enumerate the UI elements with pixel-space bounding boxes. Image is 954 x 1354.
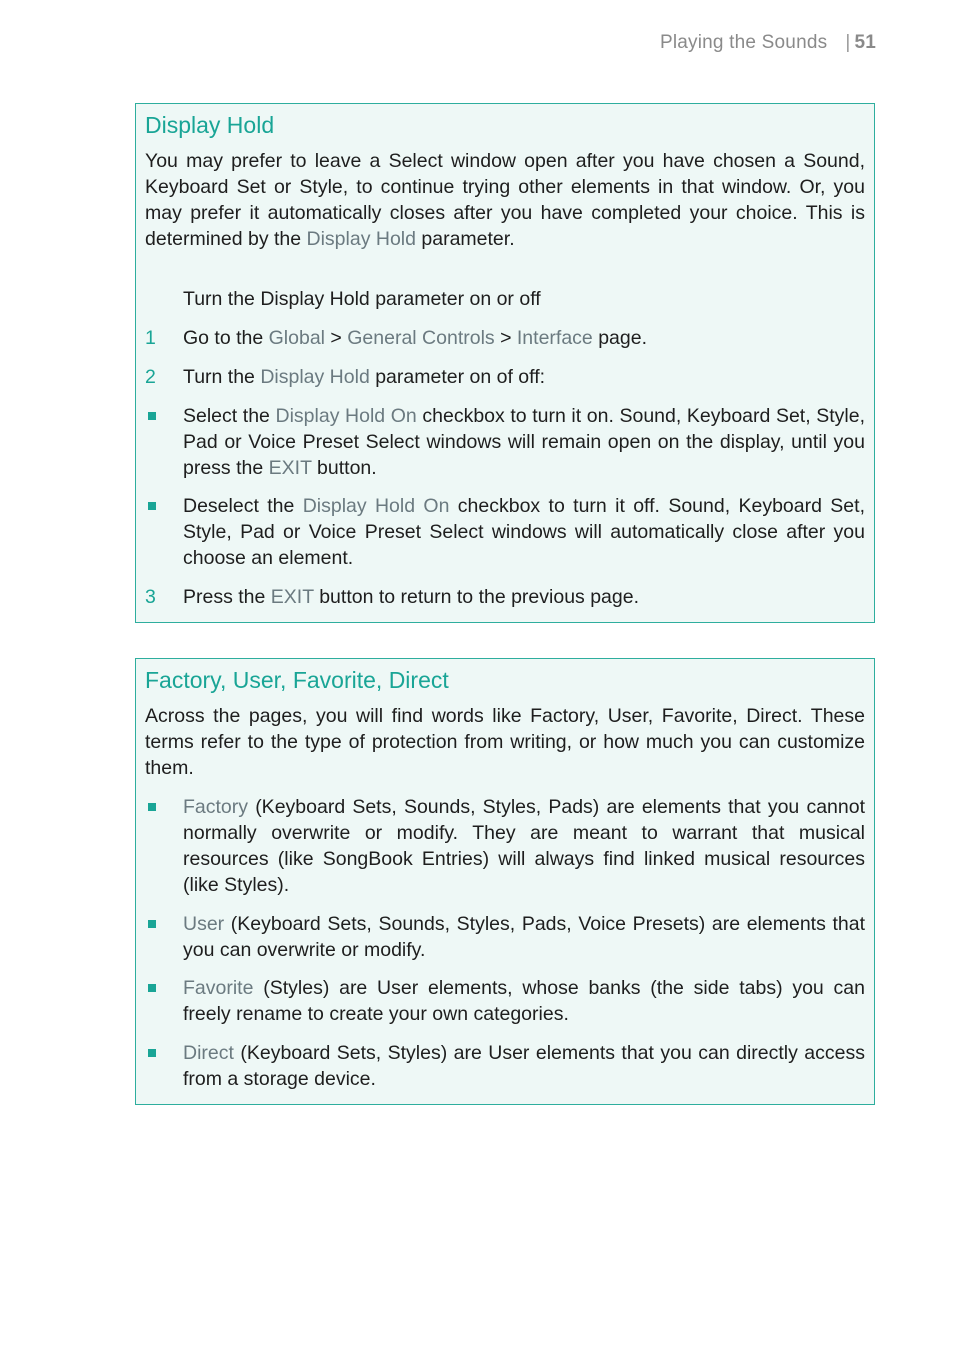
display-hold-title: Display Hold — [145, 112, 275, 138]
step-number: 1 — [145, 327, 156, 349]
param-display-hold-on: Display Hold On — [275, 405, 417, 427]
bullet-square-icon — [148, 1049, 156, 1057]
step-number: 2 — [145, 366, 156, 388]
display-hold-box — [135, 103, 875, 623]
page-number: 51 — [854, 32, 876, 53]
running-head — [660, 32, 876, 54]
bullet-display-hold-off: Deselect the Display Hold On checkbox to turn it off. Sound, Keyboard Set, Style, Pad or Voice Preset Select windows will automatically close after you choose an element. — [145, 493, 865, 571]
param-interface: Interface — [516, 327, 593, 349]
display-hold-intro: You may prefer to leave a Select window open after you have chosen a Sound, Keyboard Set or Style, to continue trying other elements in that window. Or, you may prefer it automatically closes after you have completed your choice. This is determined by the Display Hold parameter. — [145, 150, 865, 250]
separator: | — [845, 32, 851, 53]
step-2: 2 Turn the Display Hold parameter on of off: — [145, 366, 546, 388]
param-display-hold: Display Hold — [260, 366, 370, 388]
term-direct: Direct — [183, 1042, 234, 1064]
term-factory: Factory — [183, 796, 249, 818]
term-user: User — [183, 913, 225, 935]
procedure-title: Turn the Display Hold parameter on or off — [183, 288, 541, 310]
factory-intro: Across the pages, you will find words like Factory, User, Favorite, Direct. These terms refer to the type of protection from writing, or how much you can customize them. — [145, 705, 865, 779]
factory-user-box — [135, 658, 875, 1105]
bullet-direct: Direct (Keyboard Sets, Styles) are User elements that you can directly access from a storage device. — [145, 1040, 865, 1092]
param-display-hold-on: Display Hold On — [302, 495, 450, 517]
param-general-controls: General Controls — [347, 327, 495, 349]
bullet-square-icon — [148, 412, 156, 420]
step-number: 3 — [145, 586, 156, 608]
term-favorite: Favorite — [183, 977, 254, 999]
bullet-user: User (Keyboard Sets, Sounds, Styles, Pads, Voice Presets) are elements that you can overwrite or modify. — [145, 911, 865, 963]
factory-user-title: Factory, User, Favorite, Direct — [145, 667, 449, 693]
bullet-square-icon — [148, 502, 156, 510]
param-exit: EXIT — [270, 586, 314, 608]
bullet-display-hold-on: Select the Display Hold On checkbox to turn it on. Sound, Keyboard Set, Style, Pad or Voice Preset Select windows will remain open on the display, until you press the EXIT button. — [145, 403, 865, 481]
param-exit: EXIT — [268, 457, 312, 479]
bullet-square-icon — [148, 920, 156, 928]
param-display-hold: Display Hold — [306, 228, 416, 250]
section-title: Playing the Sounds — [659, 32, 828, 53]
step-3: 3 Press the EXIT button to return to the previous page. — [145, 586, 640, 608]
step-1: 1 Go to the Global > General Controls > Interface page. — [145, 327, 647, 349]
bullet-favorite: Favorite (Styles) are User elements, whose banks (the side tabs) you can freely rename to create your own categories. — [145, 975, 865, 1027]
param-global: Global — [268, 327, 326, 349]
bullet-factory: Factory (Keyboard Sets, Sounds, Styles, Pads) are elements that you cannot normally overwrite or modify. They are meant to warrant that musical resources (like SongBook Entries) will always find linked musical resources (like Styles). — [145, 794, 865, 898]
bullet-square-icon — [148, 803, 156, 811]
bullet-square-icon — [148, 984, 156, 992]
